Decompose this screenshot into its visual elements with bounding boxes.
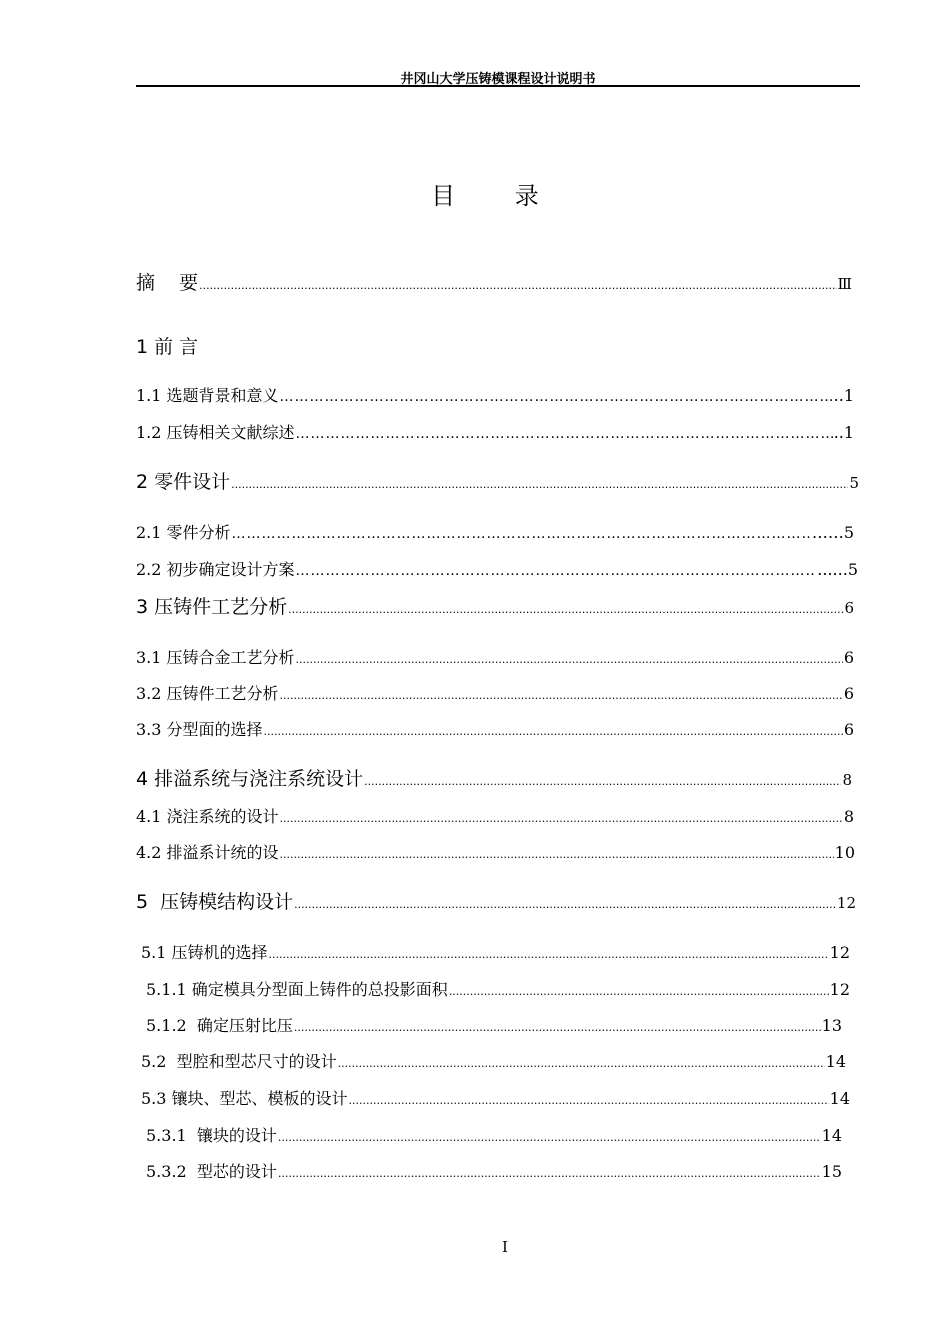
toc-entry-label: 5.3.2 型芯的设计 [146,1162,277,1181]
toc-entry-page: 13 [821,1016,842,1035]
toc-entry-page: 8 [843,807,854,826]
toc-entry-label: 5.1 压铸机的选择 [141,943,268,962]
toc-entry-page: ..1 [833,386,854,405]
toc-entry-page: 6 [844,599,854,617]
toc-entry-5-2[interactable] [141,1049,846,1072]
toc-entry-label: 1.1 选题背景和意义 [136,386,279,405]
toc-entry-page: 15 [821,1162,842,1181]
toc-entry-2-2[interactable] [136,557,858,580]
toc-entry-label: 3.2 压铸件工艺分析 [136,684,279,703]
toc-entry-page: 12 [836,894,856,912]
toc-leader-dots [296,563,817,579]
toc-leader-dots [349,1094,829,1107]
toc-entry-1-1[interactable] [136,383,854,406]
toc-leader-dots [449,985,829,998]
running-header: 井冈山大学压铸模课程设计说明书 [400,72,596,87]
toc-entry-5-1-1[interactable] [146,977,850,1000]
toc-entry-1-2[interactable] [136,420,854,443]
toc-entry-chapter-4[interactable] [136,764,852,791]
toc-leader-dots [231,478,848,491]
toc-entry-page: 14 [825,1052,846,1071]
toc-entry-3-3[interactable] [136,717,854,740]
toc-entry-page: 8 [842,771,852,789]
toc-entry-page: 12 [829,943,850,962]
toc-entry-label: 5.1.2 确定压射比压 [146,1016,293,1035]
toc-leader-dots [269,948,829,961]
toc-leader-dots [280,389,833,405]
toc-entry-5-3-2[interactable] [146,1159,842,1182]
toc-entry-4-2[interactable] [136,840,855,863]
toc-entry-page: 14 [821,1126,842,1145]
toc-entry-label: 5.1.1 确定模具分型面上铸件的总投影面积 [146,980,448,999]
toc-leader-dots [264,725,843,738]
toc-entry-abstract[interactable] [136,268,852,295]
toc-leader-dots [296,426,833,442]
toc-entry-label: 2.2 初步确定设计方案 [136,560,295,579]
toc-entry-3-1[interactable] [136,645,854,668]
toc-entry-2-1[interactable] [136,520,854,543]
toc-entry-page: Ⅲ [837,275,852,293]
toc-entry-label: 3 压铸件工艺分析 [136,596,288,618]
toc-entry-page: ……5 [811,523,854,542]
toc-entry-label: 5.3 镶块、型芯、模板的设计 [141,1089,348,1108]
toc-leader-dots [294,1021,821,1034]
toc-leader-dots [278,1131,821,1144]
toc-entry-3-2[interactable] [136,681,854,704]
toc-entry-chapter-2[interactable] [136,467,859,494]
toc-entry-5-1-2[interactable] [146,1013,842,1036]
toc-entry-chapter-1[interactable] [136,332,198,359]
toc-entry-5-1[interactable] [141,940,850,963]
toc-leader-dots [280,689,843,702]
toc-entry-label: 4.2 排溢系计统的设 [136,843,279,862]
toc-entry-chapter-3[interactable] [136,592,854,619]
toc-leader-dots [280,812,843,825]
toc-entry-page: 14 [829,1089,850,1108]
toc-entry-5-3-1[interactable] [146,1123,842,1146]
toc-leader-dots [294,898,836,911]
toc-entry-page: 6 [843,648,854,667]
toc-leader-dots [364,775,841,788]
page-number: I [502,1238,508,1256]
toc-leader-dots [288,603,843,616]
toc-entry-page: 6 [843,720,854,739]
toc-entry-chapter-5[interactable] [136,887,856,914]
toc-entry-page: ......5 [817,560,858,579]
toc-entry-page: ..1 [833,423,854,442]
toc-entry-label: 5.2 型腔和型芯尺寸的设计 [141,1052,337,1071]
toc-leader-dots [232,526,811,542]
toc-entry-page: 10 [834,843,855,862]
toc-entry-label: 3.1 压铸合金工艺分析 [136,648,295,667]
toc-entry-5-3[interactable] [141,1086,850,1109]
toc-leader-dots [199,279,836,292]
toc-entry-page: 12 [829,980,850,999]
toc-entry-label: 摘 要 [136,272,199,294]
toc-entry-page: 5 [849,474,859,492]
toc-entry-label: 5.3.1 镶块的设计 [146,1126,277,1145]
toc-leader-dots [278,1167,821,1180]
toc-entry-label: 5 压铸模结构设计 [136,891,294,913]
toc-entry-label: 4.1 浇注系统的设计 [136,807,279,826]
toc-title: 目 录 [431,182,565,210]
toc-entry-label: 3.3 分型面的选择 [136,720,263,739]
toc-entry-label: 1 前 言 [136,336,199,358]
toc-leader-dots [338,1057,825,1070]
toc-entry-label: 1.2 压铸相关文献综述 [136,423,295,442]
toc-entry-page: 6 [843,684,854,703]
header-rule [136,85,860,87]
toc-entry-4-1[interactable] [136,804,854,827]
toc-entry-label: 2.1 零件分析 [136,523,231,542]
toc-entry-label: 2 零件设计 [136,471,231,493]
toc-leader-dots [296,653,843,666]
toc-leader-dots [280,848,834,861]
toc-entry-label: 4 排溢系统与浇注系统设计 [136,768,364,790]
